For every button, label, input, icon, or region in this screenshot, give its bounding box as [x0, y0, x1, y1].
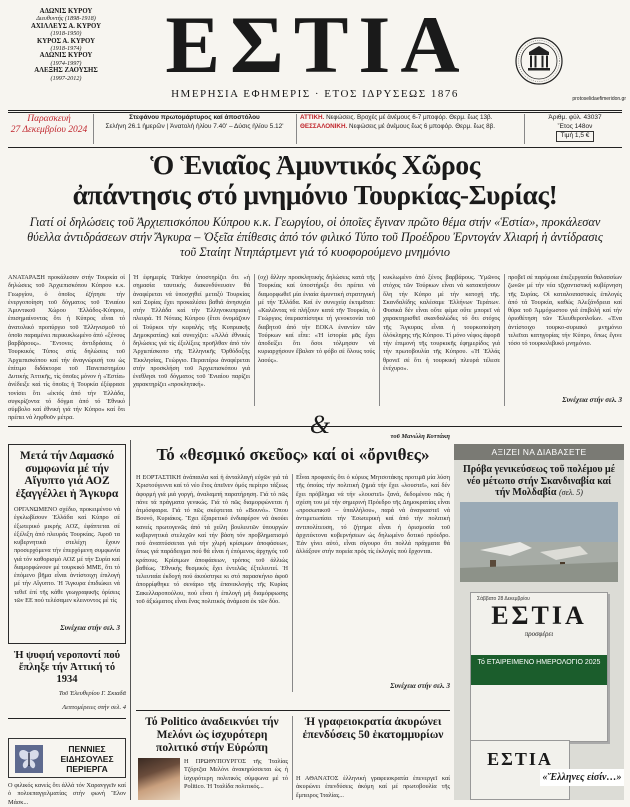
left-story2-continue[interactable]: Λεπτομέρειες στήν σελ. 4 [62, 704, 126, 711]
lead-column-5: προβεῖ σέ παρόμοια ἐπεξεργασία θαλασσίων ζωνῶν μέ τήν νέα τζιχαντιστική κυβέρνηση τῆς Συρίας. Οἱ καταλοιπαστικές ἐπιλογές ἀπό τά Τουρκία, καθώς Ἀλεξάνδρεια καί θύρα τοῦ Ἀμμόχωστου γιά ἐπιβολή καί τήν ὁριοθέτηση τῶν Ἐλευθεροπλοΐων. «Ἐνα ἀντίστοιχο τουρκο-συριακό μνημόνιο τελεῖται κατηγορίας τήν Κύπρο, ὅπως ἔγινε τόσο τό τουρκολιβυκό μνημόνιο. [508, 274, 622, 347]
center-story-byline: τοῦ Μανώλη Κοττάκη [390, 433, 450, 440]
lead-column-2: Ἡ ἐφημερίς Türkiye ὑποστηρίζει ὅτι «ἡ σημασία ταυτικής διακυνδύνευσεν θά ἀναφέρεται νά ὑποσχηθεί μεταξύ Τουρκίας καί Συρίας ἔχει προκαλέσει βαθιά ἀνησυχία στήν Ἑλλάδα καί τήν Ἑλληνοκυπριακή πλευρά. Ἡ Νότιας Κύπρου (ἔτσι ὀνομάζουν οἱ Τούρκοι τήν κεφαλής τῆς Κυπριακῆς Δημοκρατίας) καί συνεχίζει: «Ἀλλά ἐθνικές δηλώσεις γιά τίς ἐξελίξεις προῆλθαν ἀπό τόν Ἀρχιεπίσκοπο τῆς Ἑλληνικῆς Ὀρθόδοξης Ἐκκλησίας, Γεώργιο. Περαιτέρω ἀναφέρεται στήν προσκλήση τοῦ Ἀρχιεπισκόπου γιά ἐνεθλησι τοῦ δόγματος τοῦ Ἑνιαίου παρίζει χαρακτηρίζει «προκλητική». [133, 274, 250, 389]
left-story2-headline[interactable]: Ἡ ψυφιή νεροποντί πού ἔπληξε τήν Ἀττική τό 1934 [13, 650, 121, 685]
newspaper-promo-card[interactable]: Σάββατο 28 Δεκεμβρίου ΕΣΤΙΑ προσφέρει Τό ΕΤΑΙΡΕΙΜΕΝΟ ΗΜΕΡΟΛΟΓΙΟ 2025 [470, 592, 608, 742]
left-story2-byline: Τοῦ Ἐλευθερίου Γ. Σκιαδᾶ [58, 690, 126, 697]
website-text: protoselidaefimeridon.gr [572, 96, 626, 102]
left-story-headline: Μετά τήν Δαμασκό συμφωνία μέ τήν Αἴγυπτο γιά ΑΟΖ ἐξαγγέλλει ἡ Ἄγκυρα [15, 450, 119, 500]
lead-deck: Γιατί οἱ δηλώσεις τοῦ Ἀρχιεπισκόπου Κύπρου κ.κ. Γεωργίου, οἱ ὁποῖες ἔγιναν πρῶτο θέμα στήν «Ἑστία», προκάλεσαν θύελλα ἀντιδράσεων στήν Ἄγκυρα – Ὀξεῖα ἐπίθεσις ἀπό τόν φιλικό Τύπο τοῦ Προέδρου Ἐρντογάν Χλιαρή ἡ ἀντίδρασις τοῦ Σταίητ Ντηπάρτμεντ γιά τό κυοφορούμενο μνημόνιο [27, 215, 603, 259]
category-box-title: ΠΕΝΝΙΕΣ ΕΙΔΗΣΟΥΛΕΣ ΠΕΡΙΕΡΓΑ [60, 744, 114, 774]
meloni-photo [138, 758, 180, 800]
newspaper-subtitle: ΗΜΕΡΗΣΙΑ ΕΦΗΜΕΡΙΣ · ΕΤΟΣ ΙΔΡΥΣΕΩΣ 1876 [171, 88, 459, 100]
ampersand-ornament: & [309, 410, 331, 439]
promo-bar: ΑΞΙΖΕΙ ΝΑ ΔΙΑΒΑΣΕΤΕ [454, 444, 624, 460]
left-story-continue[interactable]: Συνέχεια στήν σελ. 3 [60, 624, 120, 632]
butterfly-icon [15, 745, 43, 773]
left-bottom-body: Ο φιλικός κανείς ὅτι ἀλλά τόν Χαρανγγεῖν καί ὁ πολυεπαγγελματίας στήν φωνή Ἔλον Μάσκ... [8, 782, 126, 806]
center-story-continue[interactable]: Συνέχεια στήν σελ. 3 [390, 682, 450, 690]
bureaucracy-headline[interactable]: Ἡ γραφειοκρατία ἀκυρώνει ἐπενδύσεις 50 ἑκατομμυρίων [302, 716, 444, 741]
lead-continue-link[interactable]: Συνέχεια στήν σελ. 3 [562, 396, 622, 404]
center-story-headline[interactable]: Τό «θεσμικό σκεῦος» καί οἱ «ὄρνιθες» [156, 445, 430, 464]
left-story-box[interactable] [8, 444, 126, 644]
lead-column-1: ΑΝΑΤΑΡΑΞΗ προκάλεσαν στήν Τουρκία οἱ δηλώσεις τοῦ Ἀρχιεπισκόπου Κύπρου κ.κ. Γεωργίου, ὁ ὁποῖος ἐζήτησε τήν ἐνεργοποίηση τοῦ δόγματος τοῦ Ἑνιαίου Ἀμυντικοῦ Χώρου Ἑλλάδος-Κύπρου, ἐπισημαίνοντας ὅτι ἡ Κύπρος εἶναι τό ἀνατολικό προπύργιο τοῦ Ἑλληνισμοῦ τό ὁποῖο παραμένει περικυκλωμένο ἀπό «ξένους βαρβάρους». Ἔντονες ἀντιδράσεις ὁ Τουρκικός Τύπος στίς δηλώσεις τοῦ Ἀρχιεπισκόπου καί τήν ἀναγνώρισή του ὡς ἐπίτιμο διδάκτορα τοῦ Πανεπιστημίου Δυτικής Ἀττικῆς, τίς ὁποῖες μόνον ἡ «Ἑστία» ἀνέδειξε καί τίς ὁποῖες ἡ Τουρκία ἐξέφρασε τονίσει ὅτι «ἐκτός ἀπό τήν Ἑλλάδα, συγκρίζοντα τό δόγμα ἀπό τό Ἐθνικό σύμβολο καί ἐθνική γιά τήν Κύπρο» καί ὅτι πρέπει νά ληφθοῦν μέτρα. [8, 274, 125, 422]
promo-headline[interactable]: Πρόβα γενικεύσεως τοῦ πολέμου μέ νέο μέτωπο στήν Σκανδιναβία καί τήν Μολδαβία (σελ. 5) [462, 464, 616, 498]
crash-photo [460, 502, 618, 582]
lead-column-3: (οχ) ἄλλην προσκλητικής δηλώσεις κατά τῆς Τουρκίας καί ὑποστήριξε ὅτι πρέπει νά διαμορφωθεῖ μία ἑνιαία ἀμυντική στρατηγική μέ τήν Ἑλλάδα. Καί ἐν συνεχείᾳ ἐκτιμᾶται: «Καλῶντας νά πλήξουν κατά τῆν Τουρκία, ὁ Γεώργιος ὑπερασπίστηκε τή γενοκτονία τοῦ διαβητοῦ ἀπό τήν ΕΟΚΑ ἐναντίον τῶν Τούρκων καί εἶπε: «Ἡ ἱστορία μᾶς ἔχει ἀποδείξει ὅτι ὅσοι τόλμησαν νά κυριαρχήσουν ἔβαλαν τό φόβο σέ ὅλους τούς λαούς». [258, 274, 375, 364]
seal-icon [514, 36, 564, 86]
issue-date: Παρασκευή 27 Δεκεμβρίου 2024 [10, 114, 88, 135]
category-box[interactable] [8, 738, 126, 778]
politico-headline[interactable]: Τό Politico ἀναδεικνύει τήν Μελόνι ὡς ἰσχυρότερη πολιτικό στήν Εὐρώπη [145, 716, 279, 754]
newspaper-promo-card-2: ΕΣΤΙΑ [470, 740, 570, 800]
issue-info: Ἀριθμ. φύλ. 43037 Ἔτος 148ον Τιμή 1,5 € [528, 114, 622, 142]
newspaper-logo: ΕΣΤΙΑ [165, 0, 470, 90]
saint-of-day: Στεφάνου πρωτομάρτυρος καί ἀποστόλου Σελήνη 26.1 ἡμερῶν | Ἀνατολή ἡλίου 7.40' – Δύσις ἡλίου 5.12' [105, 114, 284, 130]
politico-body: Η ΠΡΩΘΥΠΟΥΡΓΟΣ τῆς Ἰταλίας Τζόρτζια Μελόνι ἀνακηρύσσεται ὡς ἡ ἰσχυρότερη πολιτικός σύμφωνα μέ τό Politico. Ἡ Ἰταλίδα πολιτικός... [184, 758, 288, 790]
promo-panel[interactable] [454, 444, 624, 800]
weather-forecast: ΑΤΤΙΚΗ. Νεφώσεις. Βροχές μέ ἀνέμους 6-7 μποφόρ. Θερμ. ἕως 13β. ΘΕΣΣΑΛΟΝΙΚΗ. Νεφώσεις μέ ἀνέμους ἕως 6 μποφόρ. Θερμ. ἕως 8β. [300, 114, 496, 130]
promo-caption: «Ἕλληνες εἰσίν…» [540, 769, 624, 786]
founders-list: ΑΔΩΝΙΣ ΚΥΡΟΥ Διευθυντής (1898-1918) ΑΧΙΛΛΕΥΣ Α. ΚΥΡΟΥ (1918-1950) ΚΥΡΟΣ Α. ΚΥΡΟΥ (1918-1974) ΑΔΩΝΙΣ ΚΥΡΟΥ (1974-1997) ΑΛΕΞΗΣ ΖΑΟΥΣΗΣ (1997-2012) [30, 8, 102, 82]
center-story-column-1: Η ΕΟΡΤΑΣΤΙΚΗ ἀνάπαυλα καί ἡ ἀνταλλαγή εὐχῶν γιά τά Χριστούγεννα καί τό νέο ἔτος ἀπεῖνεν ὁμός περίτρο τάξεως ἀφορμή γιά μιά γοργή, ἀναλαμπή παρατήρηση. Γιά τό πῶς πάνε τά πράγματα γενικώς. Γιά τό πῶς διαμορφώνεται ἡ ἀτμόσφαιρα. Γιά τό πῶς σκέφτεται τό «Βουνό». Ὁπου Βουνό, Κυριάκος. Ἔχει ἐξαιρετικό ἐνδιαφέρον νά ἀκούει κανείς πρωτογενῶς ἀπό τά χείλη βουλευτῶν ὑπουργών κυβερνητικά στελεχῶν καί τήν βάση τόν προβληματισμό πού ἀναπτύσσεται γιά τήν χλιρή κρίσιμων ἀποφάσεων, ὅπως γιά παράδειγμα πού θά εἶναι ἡ ἐπόμενος ἀρχηγός τοῦ κράτους. Κρίσιμων ἀποφάσεων, τρόπος τοῦ ἀλλιώς βαθέως. Ἐθνικής θεσμικός ἔχει ἐντελῶς ἐξτελευτεί. Ἡ τελευταία ἐκδοχή πού ἀκούστηκε κι στό παρασκήνιο ἀφοῦ ἀπορρίφθηκε τό σενάριο τῆς ἐπανεκλογής τῆς Κυρίας Σακελλαροπούλου, πού εἶναι ἡ ἐπιλογή μή διαμόρφωσης τοῦ ἀξιώματος εἶναι ἕνας πολιτικός ἀνάμεσα ἐκ τῶν δύο. [136, 474, 288, 605]
bureaucracy-body: Η ΑΘΑΝΑΤΟΣ ἑλληνική γραφειοκρατία ἐπενεργεῖ καί ἀκυρώνει ἐπενδύσεις ἀκόμη καί μέ πρωτοβουλία τῆς ἔμπειρος Ἰταλίας... [296, 775, 450, 799]
left-story-body: ΟΡΓΑΝΩΜΕΝΟ σχέδιο, προκειμένου νά ἐγκλωβίσουν Ἑλλάδα καί Κύπρο σέ ἐξωτερικό μικρής ΑΟΖ, ἐφάπτεται σέ ἐξέλιξη ἀπό πλευράς Τουρκίας. Ἀφοῦ τα κυβερνητικά στελέχη ἔχουν προσερχόμενα τήν ἐπερχόμενη συμφωνία γιά τόν καθορισμό ΑΟΖ μέ τήν Συρία καί διαμορφώνουν μέ τουρκικό ΜΜΕ, ὅτι τό ἑπόμενο βῆμα εἶναι ἀντίστοιχη ἐπιλογή μέ τήν Αἴγυπτο. Ἡ Ἄγκυρα ἐπιδιώκει νά τεθεῖ ἐπί τῆς κάθε γεωγραφικῆς ὁρίσεις τῶν ΕΕ πού τελέσαμεν κλεινοντος μέ τίς [14, 506, 120, 604]
lead-headline[interactable]: Ὁ Ἑνιαῖος Ἀμυντικός Χῶρος ἀπάντησις στό μνημόνιο Τουρκίας-Συρίας! [72, 149, 558, 210]
center-story-column-2: Εἶναι προφανές ὅτι ὁ κύριος Μητσοτάκης προτιμᾶ μία λύση τῆς ὁποίας τήν πολιτική ζημιά τήν ἔχει «λουστεῖ», καί δέν ἔχει πρόβλημα νά τήν «λουστεῖ» ξανά, δεδομένου πῶς ἡ σχέση του μέ τήν σημερινή Πρόεδρο τῆς Δημοκρατίας εἶναι «προσωπικοῦ – ὑπαλλήλου», παρά νά ἀναγκαστεῖ νά ἀντιμετωπίσει τήν Ἐσωτερικὴ καί ἀπό τήν πολιτική αντιπολίτευση, τό ζήτημα εἶναι ἡ ὁρισμοσία τοῦ ἀρχιτέκτονα κυβερνήσεων ὡς δηλωμένο δοτικό πρόεδρο. Ἐάν γίνει αὐτό, εἶναι σίγουρο ὅτι πολλά πράγματα θά ἀλλάξουν στήν πορεία πρός τίς ἐκλογές πού ἔρχονται. [296, 474, 450, 556]
calendar-offer-band: Τό ΕΤΑΙΡΕΙΜΕΝΟ ΗΜΕΡΟΛΟΓΙΟ 2025 [471, 655, 607, 685]
lead-column-4: κυκλωμένο ἀπό ξένος βαρβάρους. Ὑμῶνος στόχος τῶν Τούρκων εἶναι νά κατακτήσουν ὅλη τήν Κύπρο μέ τήν κατοχή τῆς. Σκανδαλίδης καλέσαμε Ἑλλήνων Τεράτων. Φυσικά δέν εἶναι οὔτε φέμα οὔτε μπορεῖ νά χαρακτηρισθεῖ σκανδαλώδες τό ὅτι στόχος τῆς Ἄγκυρας εἶναι ἡ τουρκοποίηση ὁλόκληρης τῆς Κύπρου. Τί μόνο νέφος ἀφορᾶ τήν ἐπιμονή τῆς τουρκικῆς ἐφημερίδος γιά τήν πρωτοβουλία τῆς Κύπρου. «Ἡ Ἑλλάς θρονεῖ σέ ὅτι ἡ τουρκική πλευρά τέλεσε ἐνέχυρο». [383, 274, 500, 372]
